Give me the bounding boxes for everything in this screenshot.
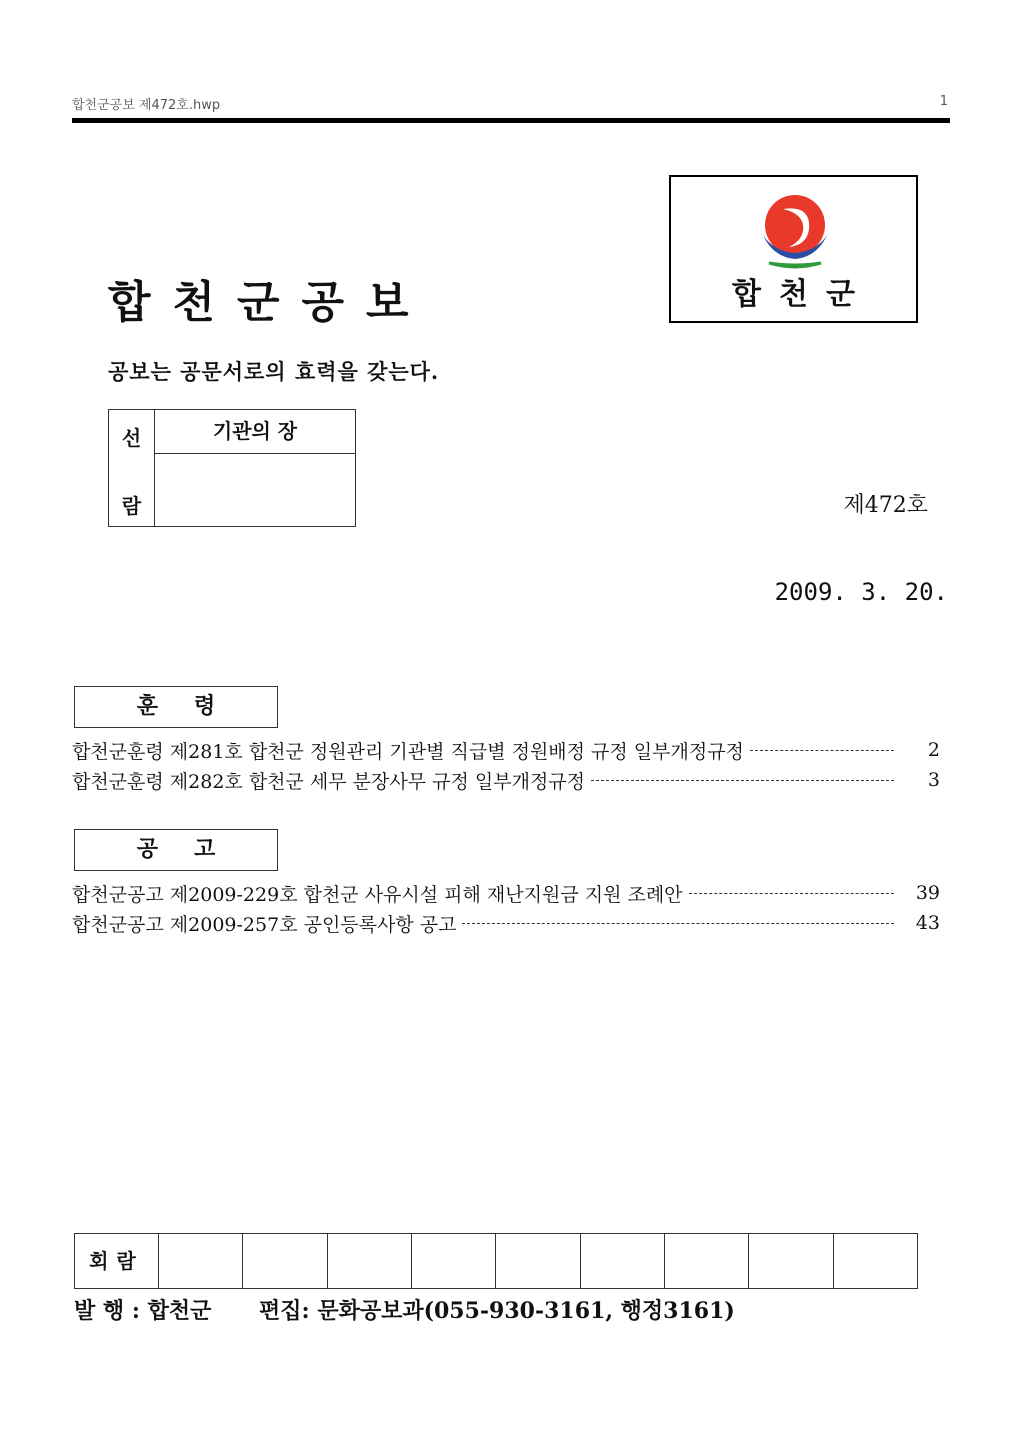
toc-leader (462, 923, 894, 924)
motto: 공보는 공문서로의 효력을 갖는다. (108, 359, 440, 384)
header-page-number: 1 (939, 94, 948, 109)
toc-entry-title: 합천군훈령 제281호 합천군 정원관리 기관별 직급별 정원배정 규정 일부개정규정 (72, 740, 744, 763)
circulation-cell (581, 1234, 665, 1288)
toc-leader (750, 750, 894, 751)
toc-entry[interactable] (72, 766, 940, 794)
toc-entry[interactable] (72, 909, 940, 937)
issue-number: 제472호 (843, 493, 928, 518)
toc-leader (689, 893, 894, 894)
logo-box (669, 175, 918, 323)
toc-entry[interactable] (72, 736, 940, 764)
toc-leader (591, 780, 894, 781)
footer-editor: 편집: 문화공보과(055-930-3161, 행정3161) (259, 1298, 735, 1324)
toc-entry-page: 3 (927, 769, 940, 791)
circulation-cell (328, 1234, 412, 1288)
circulation-label: 회람 (75, 1234, 159, 1288)
review-label-top: 선 (121, 426, 142, 450)
circulation-cell (665, 1234, 749, 1288)
circulation-cell (834, 1234, 917, 1288)
logo-label: 합천군 (732, 277, 873, 312)
circulation-cell (159, 1234, 243, 1288)
circulation-table (74, 1233, 918, 1289)
review-box (108, 409, 356, 527)
section-heading-directives: 훈령 (74, 686, 278, 728)
review-label-bottom: 람 (121, 494, 142, 518)
circulation-cell (496, 1234, 580, 1288)
page-title: 합천군공보 (108, 277, 431, 328)
section-heading-notices: 공고 (74, 829, 278, 871)
toc-entry[interactable] (72, 879, 940, 907)
toc-entry-page: 39 (915, 882, 940, 904)
header-rule (72, 118, 950, 123)
circulation-cell (412, 1234, 496, 1288)
toc-entry-page: 2 (927, 739, 940, 761)
circulation-cell (749, 1234, 833, 1288)
header-filename: 합천군공보 제472호.hwp (72, 98, 221, 113)
review-label-column (109, 410, 155, 526)
hapcheon-emblem-icon (753, 191, 837, 271)
circulation-cell (243, 1234, 327, 1288)
footer (74, 1294, 775, 1325)
issue-date: 2009. 3. 20. (774, 578, 948, 606)
toc-entry-title: 합천군훈령 제282호 합천군 세무 분장사무 규정 일부개정규정 (72, 770, 585, 793)
footer-publisher: 발 행 : 합천군 (74, 1298, 212, 1324)
review-header: 기관의 장 (155, 410, 355, 454)
toc-entry-title: 합천군공고 제2009-229호 합천군 사유시설 피해 재난지원금 지원 조례안 (72, 883, 683, 906)
toc-entry-title: 합천군공고 제2009-257호 공인등록사항 공고 (72, 913, 457, 936)
toc-entry-page: 43 (915, 912, 940, 934)
